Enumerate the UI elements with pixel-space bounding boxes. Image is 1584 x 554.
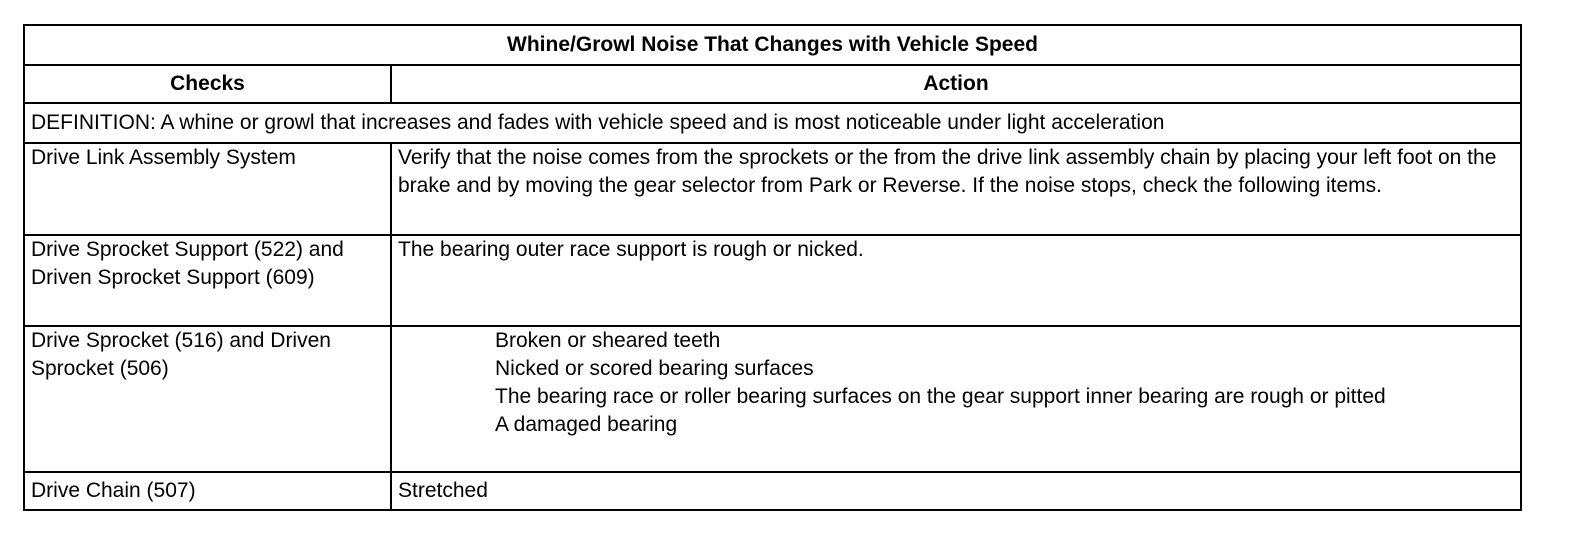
definition-text: DEFINITION: A whine or growl that increases and fades with vehicle speed and is most noticeable under light acceleration	[24, 103, 1521, 143]
check-cell: Drive Link Assembly System	[24, 143, 391, 235]
action-cell: Verify that the noise comes from the sprockets or the from the drive link assembly chain by placing your left foot on the brake and by moving the gear selector from Park or Reverse. If the noise stops, check the following items.	[391, 143, 1521, 235]
table-title: Whine/Growl Noise That Changes with Vehicle Speed	[24, 25, 1521, 65]
action-cell	[391, 326, 1521, 472]
check-cell: Drive Chain (507)	[24, 472, 391, 510]
check-cell: Drive Sprocket Support (522) and Driven Sprocket Support (609)	[24, 235, 391, 326]
table-row	[24, 472, 1521, 510]
table-row	[24, 143, 1521, 235]
header-row	[24, 65, 1521, 103]
list-item: Nicked or scored bearing surfaces	[495, 357, 814, 380]
table-row	[24, 235, 1521, 326]
list-item: A damaged bearing	[495, 413, 678, 436]
action-cell: Stretched	[391, 472, 1521, 510]
check-cell: Drive Sprocket (516) and Driven Sprocket (506)	[24, 326, 391, 472]
checks-header: Checks	[24, 65, 391, 103]
action-header: Action	[391, 65, 1521, 103]
action-item-list	[398, 327, 1514, 439]
table-row	[24, 326, 1521, 472]
list-item: The bearing race or roller bearing surfaces on the gear support inner bearing are rough or pitted	[495, 385, 1386, 408]
definition-row	[24, 103, 1521, 143]
diagnostic-table	[23, 24, 1522, 511]
action-cell: The bearing outer race support is rough or nicked.	[391, 235, 1521, 326]
list-item: Broken or sheared teeth	[495, 329, 721, 352]
title-row	[24, 25, 1521, 65]
